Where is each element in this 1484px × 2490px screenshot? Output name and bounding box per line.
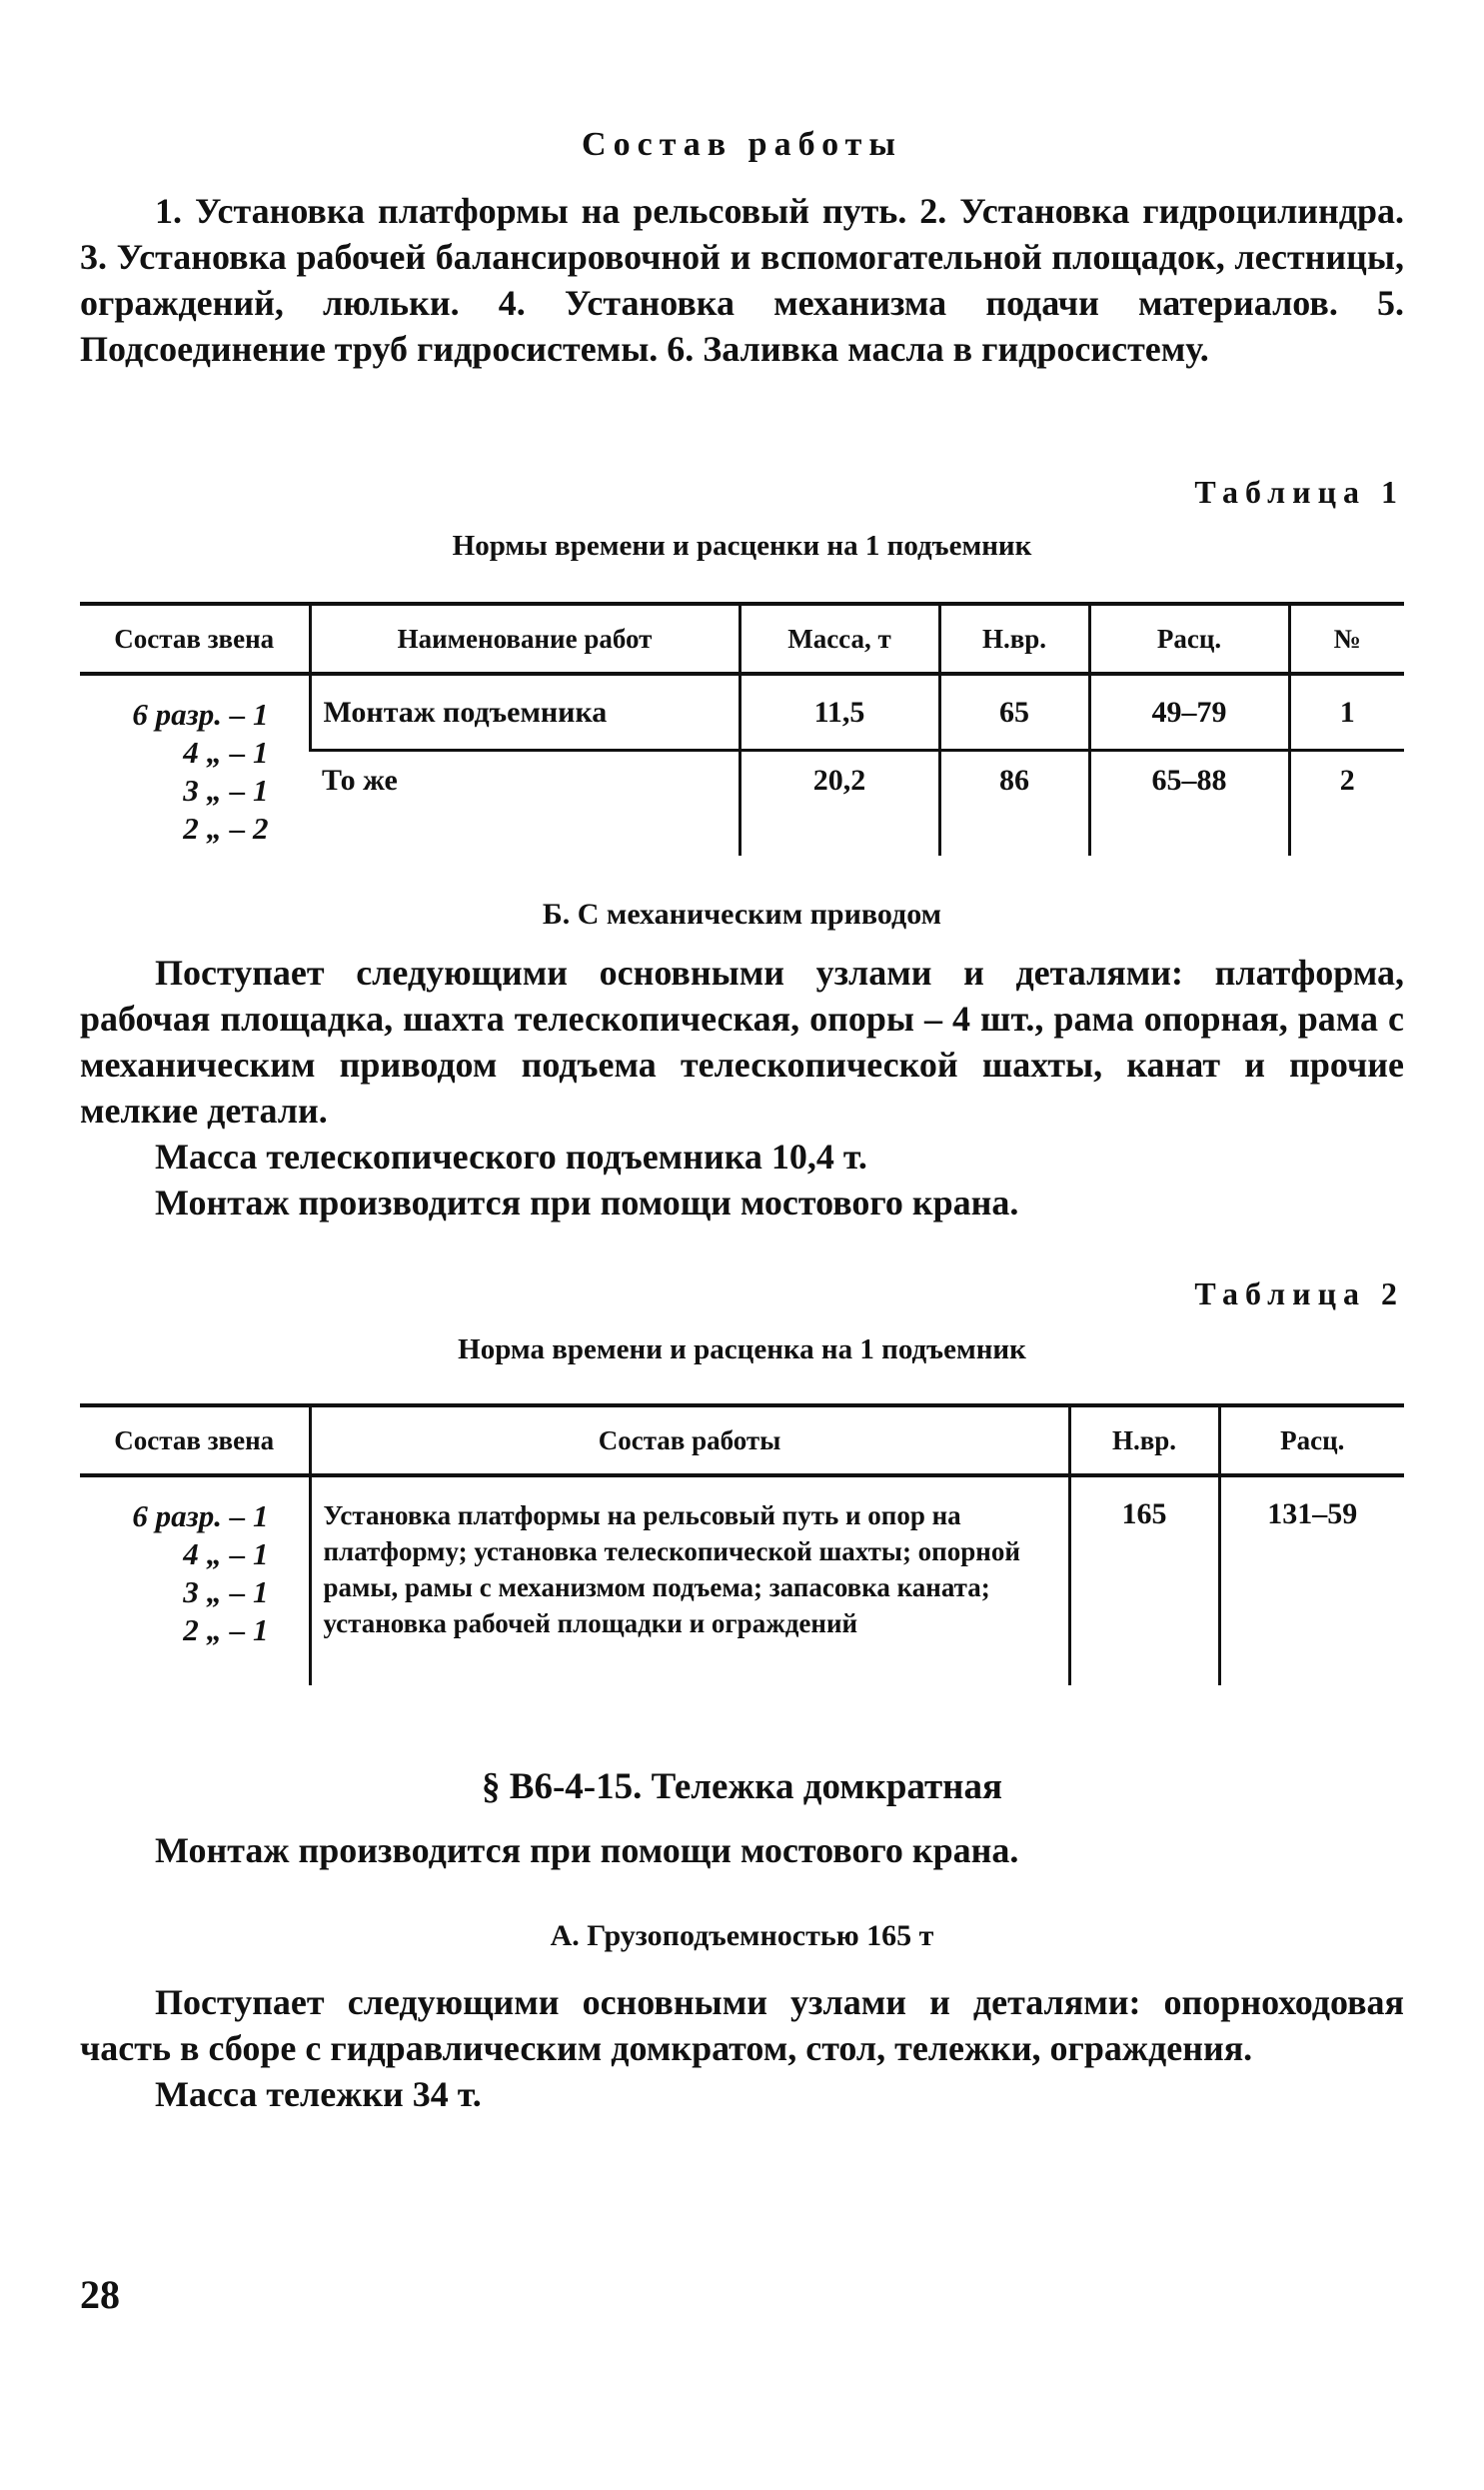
crew-line: 2 „ – 1 [183, 1612, 269, 1647]
crew-line: 6 разр. – 1 [132, 697, 269, 732]
work-composition-text: 1. Установка платформы на рельсовый путь. 2. Установка гидроцилиндра. 3. Установка рабочей балансировочной и вспомогательной площадок, лестницы, ограждений, люльки. 4. Установка механизма подачи материалов. 5. Подсоединение труб гидросистемы. 6. Заливка масла в гидросистему. [80, 191, 1404, 369]
table2-header-work: Состав работы [310, 1405, 1069, 1475]
section-b-paragraph-1: Поступает следующими основными узлами и деталями: платформа, рабочая площадка, шахта телескопическая, опоры – 4 шт., рама опорная, рама с механическим приводом подъема телескопической шахты, канат и прочие мелкие детали. [80, 953, 1404, 1131]
table1-header-rate: Расц. [1089, 604, 1289, 674]
table2-caption: Норма времени и расценка на 1 подъемник [458, 1333, 1026, 1365]
section-b-heading: Б. С механическим приводом [542, 898, 942, 931]
crew-line: 3 „ – 1 [183, 1574, 269, 1609]
section-b-text [80, 950, 1404, 1226]
table2-header-time: Н.вр. [1069, 1405, 1219, 1475]
table1-header-time: Н.вр. [939, 604, 1089, 674]
table1-row1-work: Монтаж подъемника [310, 674, 740, 751]
section-b6-paragraph-3: Масса тележки 34 т. [155, 2074, 482, 2114]
table1-header-crew: Состав звена [80, 604, 310, 674]
page-number: 28 [80, 2272, 120, 2317]
section-b6-paragraph-2: Поступает следующими основными узлами и деталями: опорноходовая часть в сборе с гидравлическим домкратом, стол, тележки, ограждения. [80, 1982, 1404, 2068]
section-b6-intro [80, 1827, 1404, 1873]
section-b-paragraph-3: Монтаж производится при помощи мостового крана. [155, 1183, 1019, 1223]
table2-header-rate: Расц. [1219, 1405, 1404, 1475]
table1-header-work: Наименование работ [310, 604, 740, 674]
table1-caption: Нормы времени и расценки на 1 подъемник [452, 530, 1032, 562]
table1-row1-time: 65 [939, 674, 1089, 751]
table1-row1-number: 1 [1289, 674, 1404, 751]
table1-row2-time: 86 [939, 751, 1089, 856]
table1-row1-rate: 49–79 [1089, 674, 1289, 751]
work-composition-paragraph [80, 188, 1404, 372]
table2 [80, 1403, 1404, 1685]
crew-line: 3 „ – 1 [183, 773, 269, 808]
table1-crew-cell [80, 674, 310, 856]
section-b-paragraph-2: Масса телескопического подъемника 10,4 т. [155, 1137, 867, 1177]
table2-time: 165 [1069, 1475, 1219, 1685]
table1-row2-work: То же [310, 751, 740, 856]
crew-line: 4 „ – 1 [183, 735, 269, 770]
section-b6-paragraph-1: Монтаж производится при помощи мостового крана. [155, 1830, 1019, 1870]
table1-row2-number: 2 [1289, 751, 1404, 856]
section-b6-title: § В6-4-15. Тележка домкратная [482, 1766, 1002, 1807]
table1-header-mass: Масса, т [740, 604, 939, 674]
table1-row2-rate: 65–88 [1089, 751, 1289, 856]
table1-label: Таблица 1 [1194, 474, 1404, 510]
table2-label: Таблица 2 [1194, 1275, 1404, 1311]
table1-row2-mass: 20,2 [740, 751, 939, 856]
table1 [80, 602, 1404, 856]
table-row [80, 1475, 1404, 1685]
table-row [80, 674, 1404, 751]
crew-line: 4 „ – 1 [183, 1536, 269, 1571]
table2-header-row [80, 1405, 1404, 1475]
table2-header-crew: Состав звена [80, 1405, 310, 1475]
section-b6-text [80, 1979, 1404, 2117]
table1-row1-mass: 11,5 [740, 674, 939, 751]
table2-rate: 131–59 [1219, 1475, 1404, 1685]
table2-crew-cell [80, 1475, 310, 1685]
section-b6-subheading: А. Грузоподъемностью 165 т [550, 1919, 934, 1952]
crew-line: 2 „ – 2 [183, 811, 269, 846]
table2-work-description: Установка платформы на рельсовый путь и опор на платформу; установка телескопической шахты; опорной рамы, рамы с механизмом подъема; запасовка каната; установка рабочей площадки и ограждений [310, 1475, 1069, 1685]
table1-header-number: № [1289, 604, 1404, 674]
table1-header-row [80, 604, 1404, 674]
work-composition-heading: Состав работы [582, 126, 902, 163]
crew-line: 6 разр. – 1 [132, 1498, 269, 1533]
